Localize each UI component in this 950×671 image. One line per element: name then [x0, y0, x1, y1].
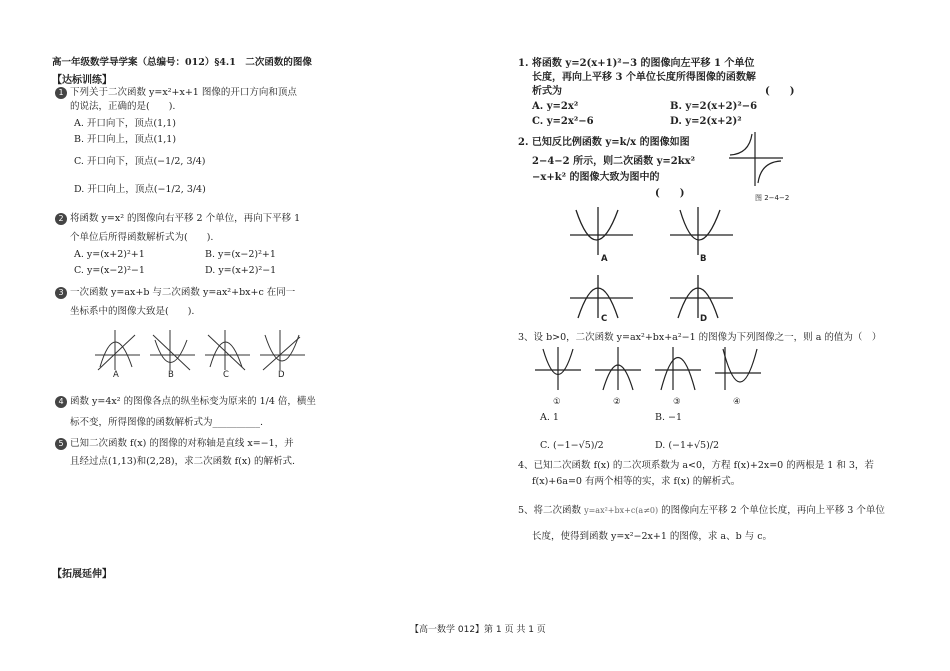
question-number-badge: 4 [55, 396, 67, 408]
r2-stem-line1: 2. 已知反比例函数 y=k/x 的图像如图 [518, 137, 690, 148]
q2-stem-line2: 个单位后所得函数解析式为( ). [70, 232, 214, 243]
r2-graph-d [670, 275, 733, 318]
r3-option-d: D. (−1+√5)/2 [655, 440, 720, 451]
r2-label-c: C [601, 314, 608, 324]
r2-label-d: D [700, 314, 708, 324]
r3-option-a: A. 1 [540, 412, 559, 423]
r1-stem-line1: 1. 将函数 y=2(x+1)²−3 的图像向左平移 1 个单位 [518, 58, 755, 69]
r3-graph-options [533, 345, 773, 395]
r3-label-3: ③ [673, 397, 681, 407]
r3-label-2: ② [613, 397, 621, 407]
question-number-badge: 1 [55, 87, 67, 99]
q3-label-b: B [168, 370, 174, 380]
r2-answer-paren: ( ) [655, 188, 685, 199]
r1-stem-line2: 长度，再向上平移 3 个单位长度所得图像的函数解 [532, 72, 756, 83]
q3-graph-b [150, 330, 195, 370]
r5-stem-line2: 长度，使得到函数 y=x²−2x+1 的图像，求 a、b 与 c。 [532, 531, 773, 542]
r1-answer-paren: ( ) [765, 86, 795, 97]
question-3: 3 一次函数 y=ax+b 与二次函数 y=ax²+bx+c 在同一 [55, 287, 295, 299]
r2-label-a: A [601, 254, 608, 264]
r2-graph-c [570, 275, 633, 318]
q2-option-b: B. y=(x−2)²+1 [205, 249, 276, 260]
question-number-badge: 5 [55, 438, 67, 450]
q3-label-d: D [278, 370, 285, 380]
r1-option-b: B. y=2(x+2)²−6 [670, 101, 758, 112]
q1-option-c: C. 开口向下，顶点(−1/2, 3/4) [74, 156, 206, 167]
question-4: 4 函数 y=4x² 的图像各点的纵坐标变为原来的 1/4 倍，横坐 [55, 396, 316, 408]
r4-stem-line2: f(x)+6a=0 有两个相等的实，求 f(x) 的解析式。 [532, 476, 741, 487]
r2-stem-line3: −x+k² 的图像大致为图中的 [532, 172, 660, 183]
question-number-badge: 2 [55, 213, 67, 225]
q3-stem-line2: 坐标系中的图像大致是( ). [70, 306, 195, 317]
r2-stem-line2: 2−4−2 所示，则二次函数 y=2kx² [532, 156, 696, 167]
q1-option-d: D. 开口向上，顶点(−1/2, 3/4) [74, 184, 206, 195]
q4-stem-line2: 标不变，所得图像的函数解析式为__________. [70, 417, 264, 428]
r3-graph-3 [655, 347, 701, 390]
r4-stem-line1: 4、已知二次函数 f(x) 的二次项系数为 a<0，方程 f(x)+2x=0 的两根是 1 和 3，若 [518, 460, 874, 471]
section-extend: 【拓展延伸】 [52, 569, 112, 580]
q3-label-a: A [113, 370, 119, 380]
r2-graph-a [570, 207, 633, 255]
page-title: 高一年级数学导学案（总编号：012）§4.1 二次函数的图像 [52, 57, 312, 68]
page-footer: 【高一数学 012】第 1 页 共 1 页 [410, 625, 546, 635]
q1-option-a: A. 开口向下，顶点(1,1) [74, 118, 176, 129]
r2-graph-b [670, 207, 733, 255]
question-number-badge: 3 [55, 287, 67, 299]
r3-option-c: C. (−1−√5)/2 [540, 440, 604, 451]
q2-option-c: C. y=(x−2)²−1 [74, 265, 145, 276]
r1-option-c: C. y=2x²−6 [532, 116, 594, 127]
r3-label-1: ① [553, 397, 561, 407]
r1-option-a: A. y=2x² [532, 101, 579, 112]
q2-option-d: D. y=(x+2)²−1 [205, 265, 277, 276]
q5-stem-line2: 且经过点(1,13)和(2,28)，求二次函数 f(x) 的解析式. [70, 456, 295, 467]
question-5: 5 已知二次函数 f(x) 的图像的对称轴是直线 x=−1，并 [55, 438, 294, 450]
q1-stem-line2: 的说法，正确的是( ). [70, 101, 176, 112]
r2-graph-options [568, 205, 748, 325]
r3-graph-2 [595, 347, 641, 390]
r2-figure-caption: 图 2−4−2 [755, 194, 790, 202]
r3-graph-4 [715, 347, 761, 390]
q3-graph-a [95, 330, 140, 370]
question-2: 2 将函数 y=x² 的图像向右平移 2 个单位，再向下平移 1 [55, 213, 300, 225]
q2-option-a: A. y=(x+2)²+1 [74, 249, 145, 260]
r3-label-4: ④ [733, 397, 741, 407]
q3-label-c: C [223, 370, 229, 380]
q3-graph-c [205, 330, 250, 370]
r1-stem-line3: 析式为 [532, 86, 562, 97]
section-practice: 【达标训练】 [52, 75, 112, 86]
r3-stem: 3、设 b>0，二次函数 y=ax²+bx+a²−1 的图像为下列图像之一，则 a 的值为（ ） [518, 332, 882, 343]
r1-option-d: D. y=2(x+2)² [670, 116, 742, 127]
q1-option-b: B. 开口向上，顶点(1,1) [74, 134, 177, 145]
q3-graph-options [90, 325, 320, 380]
r2-inverse-function-figure [725, 128, 785, 190]
question-1: 1 下列关于二次函数 y=x²+x+1 图像的开口方向和顶点 [55, 87, 297, 99]
r2-label-b: B [700, 254, 707, 264]
r3-graph-1 [535, 347, 581, 390]
q3-graph-d [260, 330, 305, 370]
r5-stem-line1: 5、将二次函数 y=ax²+bx+c(a≠0) 的图像向左平移 2 个单位长度，再向上平移 3 个单位 [518, 505, 885, 516]
r3-option-b: B. −1 [655, 412, 683, 423]
